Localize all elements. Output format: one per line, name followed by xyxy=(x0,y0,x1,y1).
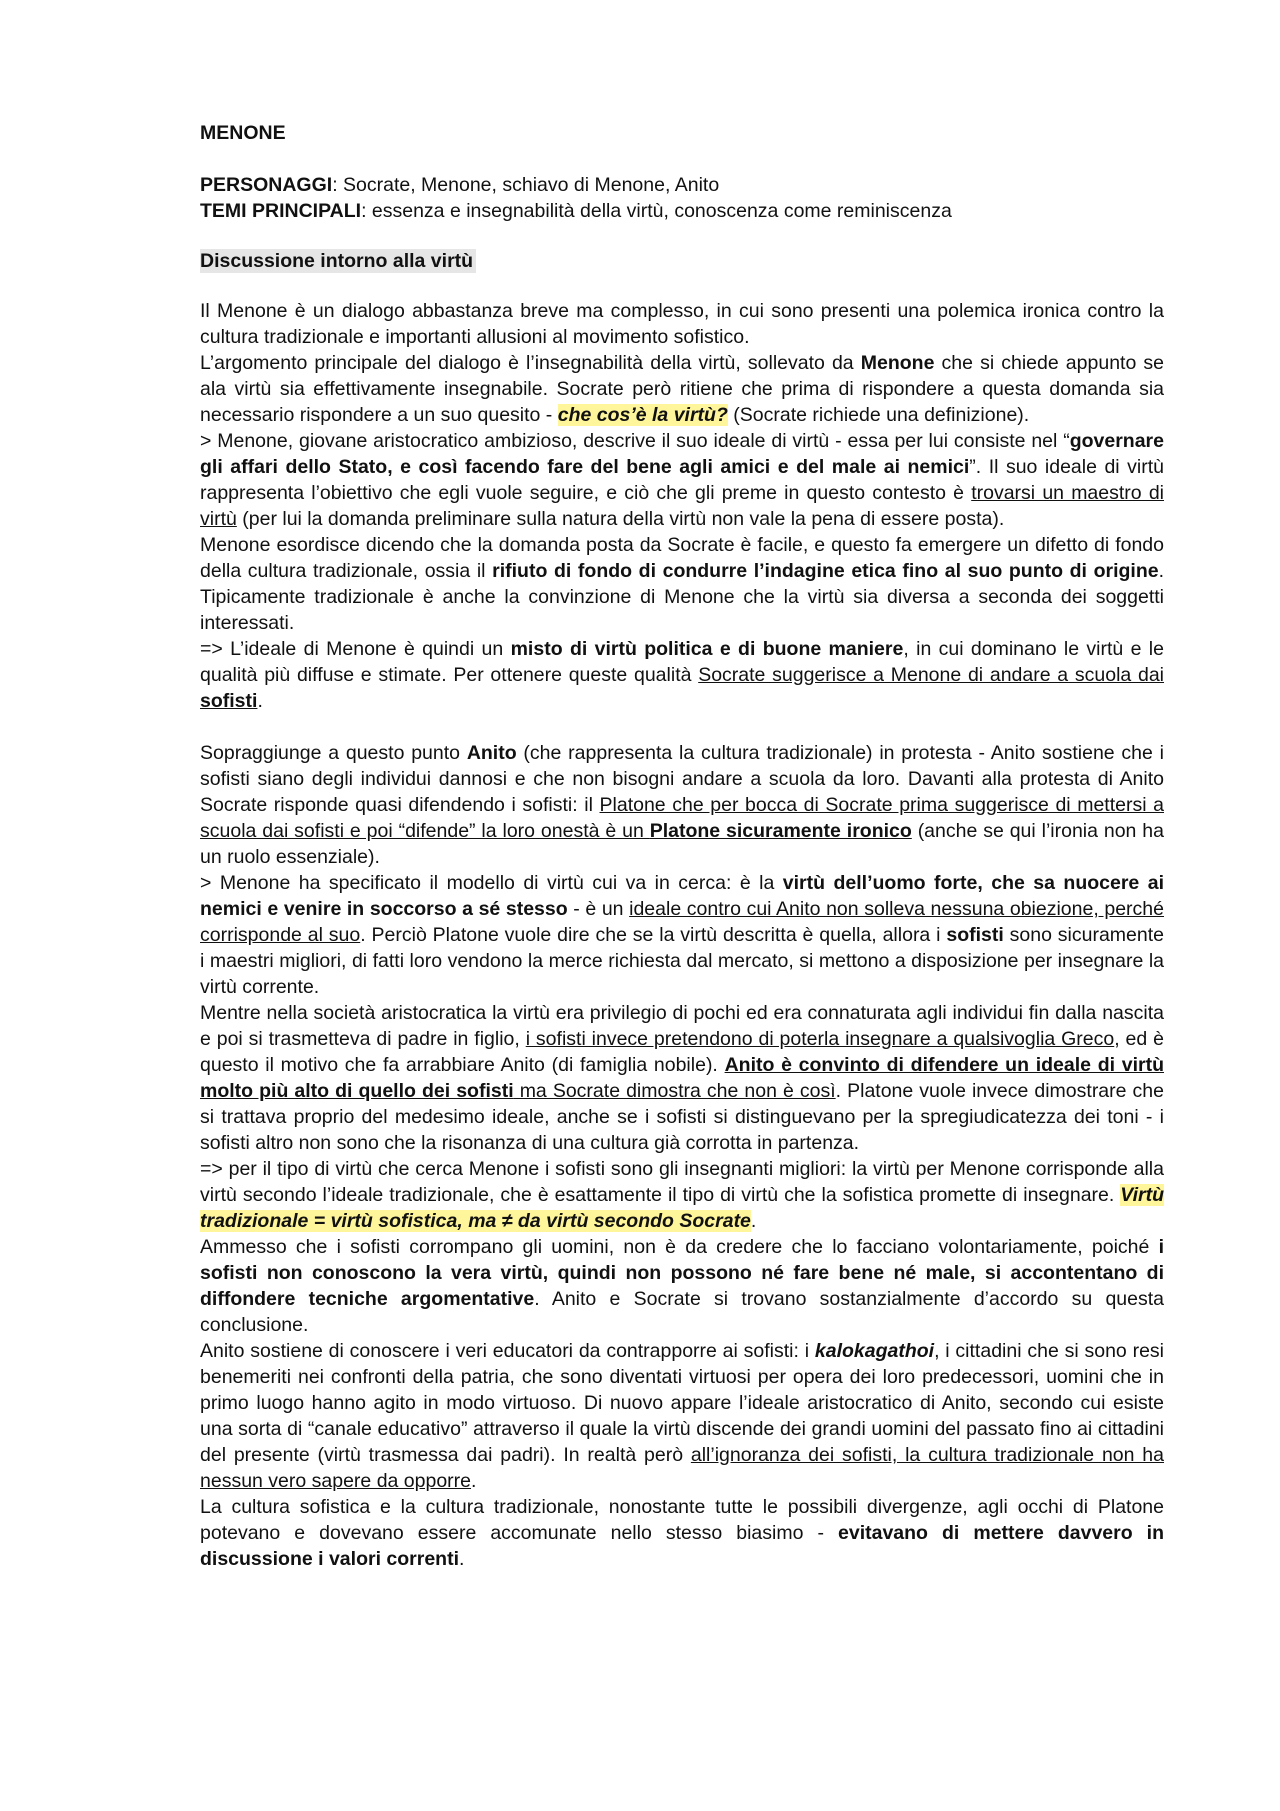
text-run: che si chiede appunto se ala virtù sia effettivamente insegnabile. Socrate però ritiene che prima di rispondere a questa domanda sia necessario rispondere a un suo quesito - xyxy=(200,352,1164,426)
highlighted-text: che cos’è la virtù? xyxy=(557,404,728,426)
paragraph xyxy=(200,1156,1164,1234)
text-run: . Tipicamente tradizionale è anche la convinzione di Menone che la virtù sia diversa a seconda dei soggetti interessati. xyxy=(200,560,1164,634)
paragraphs xyxy=(200,298,1164,1572)
bold-underlined-text: Anito è convinto di difendere un ideale di virtù molto più alto di quello dei sofisti xyxy=(200,1054,1164,1102)
underlined-text: i sofisti invece pretendono di poterla insegnare a qualsivoglia Greco xyxy=(525,1028,1115,1050)
text-run: => L’ideale di Menone è quindi un xyxy=(200,638,511,660)
bold-text: virtù dell’uomo forte, che sa nuocere ai nemici e venire in soccorso a sé stesso xyxy=(200,872,1164,920)
underlined-text: trovarsi un maestro di virtù xyxy=(200,482,1164,530)
characters-label: PERSONAGGI xyxy=(200,174,333,196)
themes-label: TEMI PRINCIPALI xyxy=(200,200,362,222)
section-heading xyxy=(200,248,1164,274)
text-run: Mentre nella società aristocratica la virtù era privilegio di pochi ed era connaturata agli individui fin dalla nascita e poi si trasmetteva di padre in figlio, xyxy=(200,1002,1164,1050)
document-body xyxy=(200,120,1164,1572)
paragraph xyxy=(200,428,1164,532)
bold-text: Anito xyxy=(466,742,517,764)
text-run: (Socrate richiede una definizione). xyxy=(727,404,1030,426)
text-run: Ammesso che i sofisti corrompano gli uomini, non è da credere che lo facciano volontariamente, poiché xyxy=(200,1236,1159,1258)
paragraph xyxy=(200,870,1164,1000)
paragraph xyxy=(200,1494,1164,1572)
bold-italic-text: kalokagathoi xyxy=(814,1340,935,1362)
bold-text: i sofisti non conoscono la vera virtù, quindi non possono né fare bene né male, si accontentano di diffondere tecniche argomentative xyxy=(200,1236,1164,1310)
paragraph xyxy=(200,1234,1164,1338)
text-run: ”. Il suo ideale di virtù rappresenta l’obiettivo che egli vuole seguire, e ciò che gli preme in questo contesto è xyxy=(200,456,1164,504)
bold-text: rifiuto di fondo di condurre l’indagine etica fino al suo punto di origine xyxy=(492,560,1159,582)
text-run: Sopraggiunge a questo punto xyxy=(200,742,467,764)
text-run: . Anito e Socrate si trovano sostanzialmente d’accordo su questa conclusione. xyxy=(200,1288,1164,1336)
highlighted-text: Virtù tradizionale = virtù sofistica, ma ≠ da virtù secondo Socrate xyxy=(200,1184,1164,1232)
text-run: , in cui dominano le virtù e le qualità più diffuse e stimate. Per ottenere queste qualità xyxy=(200,638,1164,686)
text-run: Menone esordisce dicendo che la domanda posta da Socrate è facile, e questo fa emergere un difetto di fondo della cultura tradizionale, ossia il xyxy=(200,534,1164,582)
text-run: . xyxy=(459,1548,465,1570)
text-run: . xyxy=(471,1470,477,1492)
text-run: L’argomento principale del dialogo è l’insegnabilità della virtù, sollevato da xyxy=(200,352,861,374)
text-run: . xyxy=(257,690,263,712)
characters-value: : Socrate, Menone, schiavo di Menone, Anito xyxy=(332,174,720,196)
paragraph-gap xyxy=(200,714,1164,740)
paragraph xyxy=(200,298,1164,350)
underlined-text: ma Socrate dimostra che non è così xyxy=(513,1080,836,1102)
bold-text: evitavano di mettere davvero in discussione i valori correnti xyxy=(200,1522,1165,1570)
text-run: , ed è questo il motivo che fa arrabbiare Anito (di famiglia nobile). xyxy=(200,1028,1164,1076)
paragraph xyxy=(200,1338,1164,1494)
text-run: La cultura sofistica e la cultura tradizionale, nonostante tutte le possibili divergenze, agli occhi di Platone potevano e dovevano essere accomunate nello stesso biasimo - xyxy=(200,1496,1164,1544)
text-run: sono sicuramente i maestri migliori, di fatti loro vendono la merce richiesta dal mercato, si mettono a disposizione per insegnare la virtù corrente. xyxy=(200,924,1165,998)
themes-line xyxy=(200,198,1164,224)
text-run: , i cittadini che si sono resi benemeriti nei confronti della patria, che sono diventati virtuosi per opera dei loro predecessori, uomini che in primo luogo hanno agito in modo virtuoso. Di nuovo appare l’ideale aristocratico di Anito, secondo cui esiste una sorta di “canale educativo” attraverso il quale la virtù discende dei grandi uomini del passato fino ai cittadini del presente (virtù trasmessa dai padri). In realtà però xyxy=(200,1340,1164,1466)
text-run: > Menone, giovane aristocratico ambizioso, descrive il suo ideale di virtù - essa per lui consiste nel “ xyxy=(200,430,1070,452)
underlined-text: Socrate suggerisce a Menone di andare a scuola dai xyxy=(698,664,1164,686)
underlined-text: all’ignoranza dei sofisti, la cultura tradizionale non ha nessun vero sapere da opporre xyxy=(200,1444,1164,1492)
themes-value: : essenza e insegnabilità della virtù, conoscenza come reminiscenza xyxy=(361,200,952,222)
text-run: - è un xyxy=(567,898,630,920)
text-run: . Perciò Platone vuole dire che se la virtù descritta è quella, allora i xyxy=(360,924,947,946)
text-run: . xyxy=(750,1210,757,1232)
text-run: (anche se qui l’ironia non ha un ruolo essenziale). xyxy=(200,820,1164,868)
bold-text: sofisti xyxy=(946,924,1004,946)
underlined-text: Platone che per bocca di Socrate prima suggerisce di mettersi a scuola dai sofisti e poi “difende” la loro onestà è un xyxy=(200,794,1164,842)
text-run: => per il tipo di virtù che cerca Menone i sofisti sono gli insegnanti migliori: la virtù per Menone corrisponde alla virtù secondo l’ideale tradizionale, che è esattamente il tipo di virtù che la sofistica promette di insegnare. xyxy=(200,1158,1164,1206)
text-run: (per lui la domanda preliminare sulla natura della virtù non vale la pena di essere posta). xyxy=(236,508,1005,530)
bold-text: Menone xyxy=(860,352,935,374)
paragraph xyxy=(200,740,1164,870)
characters-line xyxy=(200,172,1164,198)
paragraph xyxy=(200,636,1164,714)
bold-text: governare gli affari dello Stato, e così facendo fare del bene agli amici e del male ai nemici xyxy=(200,430,1164,478)
document-title: MENONE xyxy=(200,122,286,144)
text-run: Il Menone è un dialogo abbastanza breve ma complesso, in cui sono presenti una polemica ironica contro la cultura tradizionale e importanti allusioni al movimento sofistico. xyxy=(200,300,1164,348)
text-run: (che rappresenta la cultura tradizionale) in protesta - Anito sostiene che i sofisti siano degli individui dannosi e che non bisogni andare a scuola da loro. Davanti alla protesta di Anito Socrate risponde quasi difendendo i sofisti: il xyxy=(200,742,1164,816)
bold-underlined-text: sofisti xyxy=(200,690,258,712)
section-heading-text: Discussione intorno alla virtù xyxy=(200,249,476,273)
underlined-text: ideale contro cui Anito non solleva nessuna obiezione, perché corrisponde al suo xyxy=(200,898,1164,946)
text-run: Anito sostiene di conoscere i veri educatori da contrapporre ai sofisti: i xyxy=(200,1340,815,1362)
text-run: . Platone vuole invece dimostrare che si trattava proprio del medesimo ideale, anche se i sofisti si distinguevano per la spregiudicatezza dei toni - i sofisti altro non sono che la risonanza di una cultura già corrotta in partenza. xyxy=(200,1080,1164,1154)
paragraph xyxy=(200,1000,1164,1156)
paragraph xyxy=(200,532,1164,636)
text-run: > Menone ha specificato il modello di virtù cui va in cerca: è la xyxy=(200,872,783,894)
bold-text: misto di virtù politica e di buone maniere xyxy=(510,638,904,660)
paragraph xyxy=(200,350,1164,428)
bold-underlined-text: Platone sicuramente ironico xyxy=(649,820,912,842)
